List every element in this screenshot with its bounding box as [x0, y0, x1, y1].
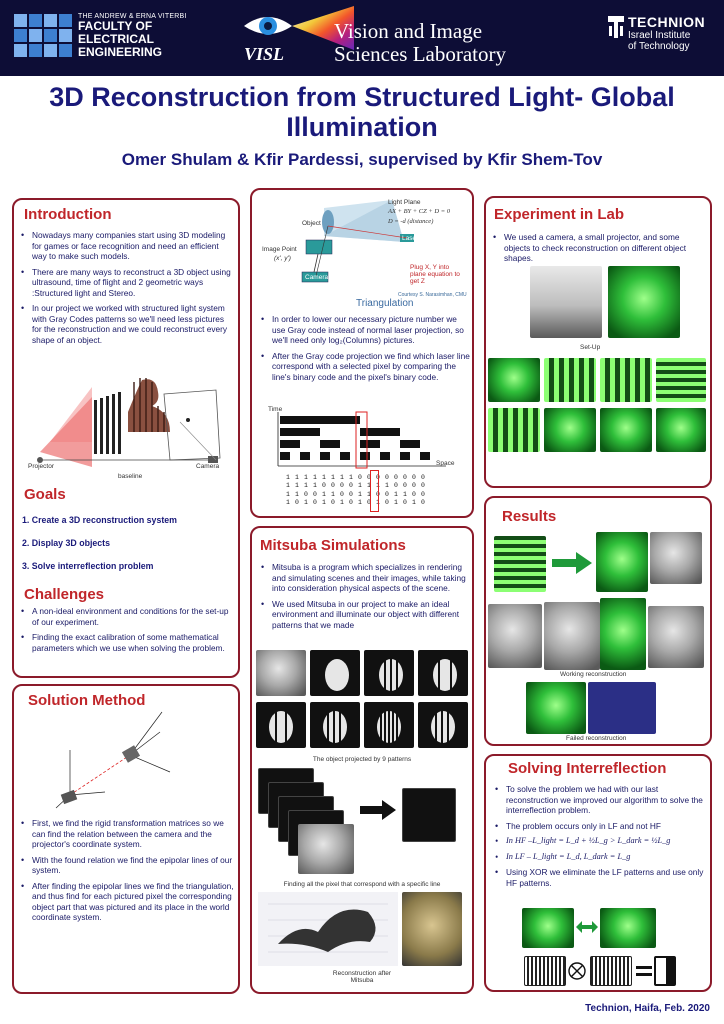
- lab-pattern-image: [488, 408, 540, 452]
- gray-code-highlight: [370, 470, 379, 512]
- teddy-render-image: [298, 824, 354, 874]
- shifted-pattern-image: [590, 956, 632, 986]
- interreflection-before-image: [522, 908, 574, 948]
- solution-bullet: • With the found relation we find the epipolar lines of our system.: [20, 855, 234, 876]
- line-correspondence-figure: [258, 768, 458, 878]
- image-coords-label: (x', y'): [274, 255, 291, 262]
- space-axis-label: Space: [436, 460, 455, 467]
- interreflection-bullet: • In LF – L_light = L_d, L_dark = L_g: [494, 852, 708, 863]
- faculty-line-1: FACULTY OF: [78, 19, 153, 34]
- gray-code-row: 1 1 1 1 1 1 1 1 0 0 0 0 0 0 0 0: [286, 474, 426, 481]
- faculty-line-2: ELECTRICAL: [78, 31, 154, 46]
- result-object-image: [596, 532, 648, 592]
- time-axis-label: Time: [268, 406, 283, 413]
- mitsuba-pattern-grid: [256, 650, 468, 750]
- result-input-image: [494, 536, 546, 592]
- goal-item: 3. Solve interreflection problem: [22, 561, 154, 571]
- projector-label: Projector: [28, 463, 55, 470]
- light-plane-label: Light Plane: [388, 199, 421, 206]
- interreflection-bullet: • To solve the problem we had with our last reconstruction we improved our algorithm to solve the interreflection problem.: [494, 784, 708, 816]
- equals-icon: [636, 964, 652, 978]
- camera-box-label: Camera: [305, 274, 329, 281]
- lab-pattern-image: [656, 358, 706, 402]
- hf-pattern-image: [524, 956, 566, 986]
- poster-authors: Omer Shulam & Kfir Pardessi, supervised by Kfir Shem-Tov: [121, 150, 603, 169]
- reconstructed-object-image: [402, 892, 462, 966]
- goal-item: 1. Create a 3D reconstruction system: [22, 515, 177, 525]
- working-caption: Working reconstruction: [560, 671, 627, 678]
- coordinate-systems-figure: [50, 700, 190, 810]
- baseline-label: baseline: [118, 473, 143, 480]
- experiment-bullet: • We used a camera, a small projector, and some objects to check reconstruction on different object shapes.: [492, 232, 706, 264]
- gray-code-table: [286, 474, 426, 508]
- technion-sub-1: Israel Institute: [628, 30, 691, 41]
- challenges-bullet: • Finding the exact calibration of some mathematical parameters which we use when solving the problem.: [20, 632, 234, 653]
- lab-name-line-1: Vision and Image: [334, 19, 483, 43]
- results-title: Results: [502, 508, 557, 525]
- xor-icon: [568, 962, 586, 980]
- faculty-line-3: ENGINEERING: [78, 44, 163, 59]
- lab-pattern-image: [600, 408, 652, 452]
- courtesy-note: Courtesy S. Narasimhan, CMU: [398, 292, 467, 298]
- teddy-silhouettes: [256, 650, 468, 750]
- faculty-small-text: THE ANDREW & ERNA VITERBI: [78, 13, 187, 20]
- failed-reconstruction-image: [588, 682, 656, 734]
- interreflection-title: Solving Interreflection: [508, 760, 667, 777]
- challenges-title: Challenges: [24, 586, 105, 603]
- lab-pattern-image: [488, 358, 540, 402]
- lab-name: [334, 20, 506, 65]
- cup-reconstruction-image: [648, 606, 704, 668]
- goals-title: Goals: [24, 486, 66, 503]
- result-reconstruction-image: [650, 532, 702, 584]
- solution-list: [20, 818, 234, 928]
- experiment-title: Experiment in Lab: [494, 206, 625, 223]
- challenges-bullet: • A non-ideal environment and conditions for the set-up of our experiment.: [20, 606, 234, 627]
- image-point-label: Image Point: [262, 246, 297, 253]
- footer-text: Technion, Haifa, Feb. 2020: [585, 1003, 710, 1014]
- laser-box-label: Laser: [402, 235, 419, 242]
- object-label: Object: [302, 220, 321, 227]
- camera-label: Camera: [196, 463, 220, 470]
- gray-code-row: 1 1 0 0 1 1 0 0 1 1 0 0 1 1 0 0: [286, 490, 426, 498]
- triangulation-caption: Triangulation: [356, 298, 414, 309]
- lab-pattern-image: [600, 358, 652, 402]
- mitsuba-caption-2: Finding all the pixel that correspond with a specific line: [283, 881, 441, 888]
- setup-caption: Set-Up: [580, 344, 601, 351]
- green-arrow-icon: [552, 552, 592, 574]
- plug-note: Plug X, Y into plane equation to get Z: [410, 264, 460, 285]
- challenges-list: [20, 606, 234, 658]
- mitsuba-caption-1: The object projected by 9 patterns: [312, 756, 412, 763]
- mitsuba-list: [260, 562, 470, 635]
- failed-object-image: [526, 682, 586, 734]
- introduction-bullet: • Nowadays many companies start using 3D modeling for games or face recognition and need an efficient way to make such models.: [20, 230, 234, 262]
- lab-pattern-image: [544, 358, 596, 402]
- lab-pattern-image: [656, 408, 706, 452]
- technion-sub-2: of Technology: [628, 41, 690, 52]
- reconstruction-3d-plot: [258, 892, 398, 966]
- lab-name-line-2: Sciences Laboratory: [334, 41, 507, 66]
- setup-photo-1: [530, 266, 602, 338]
- interreflection-bullet: • Using XOR we eliminate the LF patterns and use only HF patterns.: [494, 867, 708, 888]
- visl-logo-text: VISL: [244, 44, 285, 64]
- gray-code-row: 1 1 1 1 0 0 0 0 1 1 1 1 0 0 0 0: [286, 482, 426, 490]
- double-arrow-icon: [576, 920, 598, 934]
- gray-code-row: 1 0 1 0 1 0 1 0 1 0 1 0 1 0 1 0: [286, 499, 426, 507]
- technion-emblem-icon: [606, 14, 626, 40]
- solution-bullet: • First, we find the rigid transformation matrices so we can find the relation between the camera and the projector's coordinate system.: [20, 818, 234, 850]
- introduction-list: [20, 230, 234, 350]
- matched-line-image: [402, 788, 456, 842]
- solution-bullet: • After finding the epipolar lines we find the triangulation, and thus find for each pictured pixel the corresponding object part that was pictured and its place in the world coordinate system.: [20, 881, 234, 923]
- triangulation-bullet: • In order to lower our necessary picture number we use Gray code instead of normal laser projection, so we'll need only log₂(Columns) pictures.: [260, 314, 470, 346]
- triangulation-bullet: • After the Gray code projection we find which laser line correspond with a selected pixel by comparing the line's binary code and the pixel's binary code.: [260, 351, 470, 383]
- faculty-grid-icon: [14, 14, 72, 57]
- interreflection-bullet: • In HF –L_light = L_d + ½L_g > L_dark = ½L_g: [494, 836, 708, 847]
- mask-reconstruction-image: [544, 602, 600, 670]
- goal-item: 2. Display 3D objects: [22, 538, 111, 548]
- solution-title: Solution Method: [28, 692, 146, 709]
- mitsuba-bullet: • We used Mitsuba in our project to make an ideal environment and illuminate our object with different patterns that we made: [260, 599, 470, 631]
- mitsuba-bullet: • Mitsuba is a program which specializes in rendering and simulating scenes and their images, while taking into consideration physical aspects of the scene.: [260, 562, 470, 594]
- faculty-logo: [14, 13, 186, 58]
- poster-title: 3D Reconstruction from Structured Light- Global Illumination: [49, 82, 675, 143]
- interreflection-bullet: • The problem occurs only in LF and not HF: [494, 821, 708, 832]
- mitsuba-caption-3: Reconstruction after Mitsuba: [332, 970, 392, 984]
- triangulation-list: [260, 314, 470, 387]
- xor-result-image: [654, 956, 676, 986]
- mitsuba-title: Mitsuba Simulations: [260, 537, 406, 554]
- failed-caption: Failed reconstruction: [566, 735, 627, 742]
- face-reconstruction-image: [488, 604, 542, 668]
- setup-photo-2: [608, 266, 680, 338]
- plane-equation-1: AX + BY + CZ + D = 0: [388, 208, 450, 215]
- technion-name: TECHNION: [628, 14, 706, 30]
- technion-logo: [606, 14, 705, 52]
- header-banner: [0, 0, 724, 76]
- plane-equation-2: D = -d (distance): [388, 218, 434, 225]
- interreflection-after-image: [600, 908, 656, 948]
- cup-object-image: [600, 598, 646, 670]
- right-arrow-icon: [360, 800, 396, 820]
- experiment-list: [492, 232, 706, 269]
- interreflection-list: [494, 784, 708, 893]
- gray-code-figure: [268, 408, 458, 470]
- introduction-bullet: • In our project we worked with structured light system with Gray Codes patterns so we'll need less pictures for the reconstruction and we could reconstruct every shape of an object.: [20, 303, 234, 345]
- lab-pattern-image: [544, 408, 596, 452]
- introduction-title: Introduction: [24, 206, 112, 223]
- introduction-bullet: • There are many ways to reconstruct a 3D object using ultrasound, time of flight and 2 geometric ways :Structured light and Stereo.: [20, 267, 234, 299]
